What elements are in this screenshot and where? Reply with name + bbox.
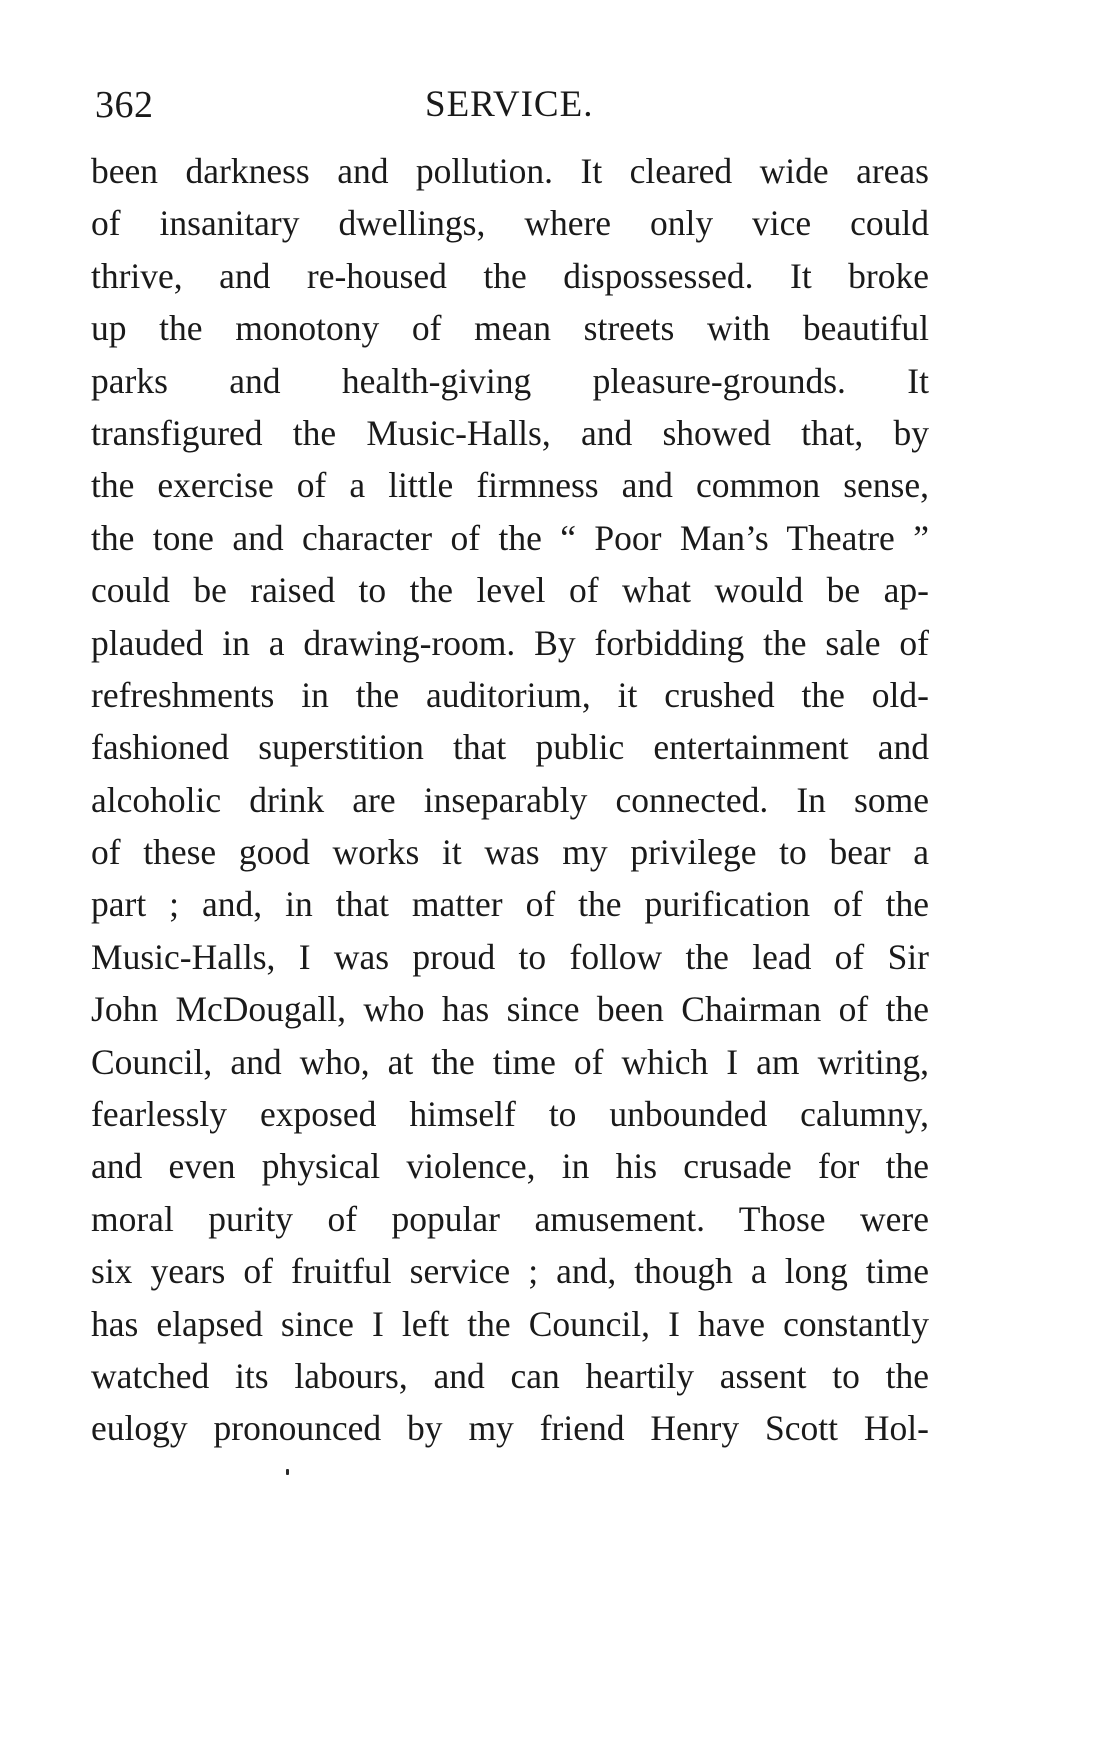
text-line: of these good works it was my privilege to bear a	[91, 832, 929, 873]
text-line: parks and health-giving pleasure-grounds. It	[91, 360, 929, 401]
text-line: fearlessly exposed himself to unbounded calumny,	[91, 1094, 929, 1135]
text-line: alcoholic drink are inseparably connected. In some	[91, 779, 929, 820]
page-number: 362	[95, 84, 154, 126]
text-line: John McDougall, who has since been Chairman of the	[91, 989, 929, 1030]
text-line: watched its labours, and can heartily assent to the	[91, 1355, 929, 1396]
text-line: and even physical violence, in his crusade for the	[91, 1146, 929, 1187]
text-line: six years of fruitful service ; and, though a long time	[91, 1251, 929, 1292]
text-line: plauded in a drawing-room. By forbidding the sale of	[91, 622, 929, 663]
text-line: transfigured the Music-Halls, and showed that, by	[91, 412, 929, 453]
text-line: thrive, and re-housed the dispossessed. It broke	[91, 255, 929, 296]
ink-speck	[286, 1469, 289, 1475]
text-line: part ; and, in that matter of the purification of the	[91, 884, 929, 925]
body-text	[91, 145, 929, 1455]
running-title: SERVICE.	[425, 84, 594, 125]
text-line: up the monotony of mean streets with beautiful	[91, 308, 929, 349]
text-line: has elapsed since I left the Council, I have constantly	[91, 1303, 929, 1344]
text-line: moral purity of popular amusement. Those were	[91, 1198, 929, 1239]
text-line: could be raised to the level of what would be ap-	[91, 570, 929, 611]
text-line: of insanitary dwellings, where only vice could	[91, 203, 929, 244]
text-line: Council, and who, at the time of which I am writing,	[91, 1041, 929, 1082]
text-line: refreshments in the auditorium, it crushed the old-	[91, 674, 929, 715]
text-line: the exercise of a little firmness and common sense,	[91, 465, 929, 506]
text-line: fashioned superstition that public entertainment and	[91, 727, 929, 768]
text-line: been darkness and pollution. It cleared wide areas	[91, 151, 929, 191]
text-line: Music-Halls, I was proud to follow the lead of Sir	[91, 936, 929, 977]
text-line: the tone and character of the “ Poor Man’s Theatre ”	[91, 517, 929, 558]
text-line: eulogy pronounced by my friend Henry Scott Hol-	[91, 1408, 929, 1449]
running-head	[95, 80, 1030, 130]
